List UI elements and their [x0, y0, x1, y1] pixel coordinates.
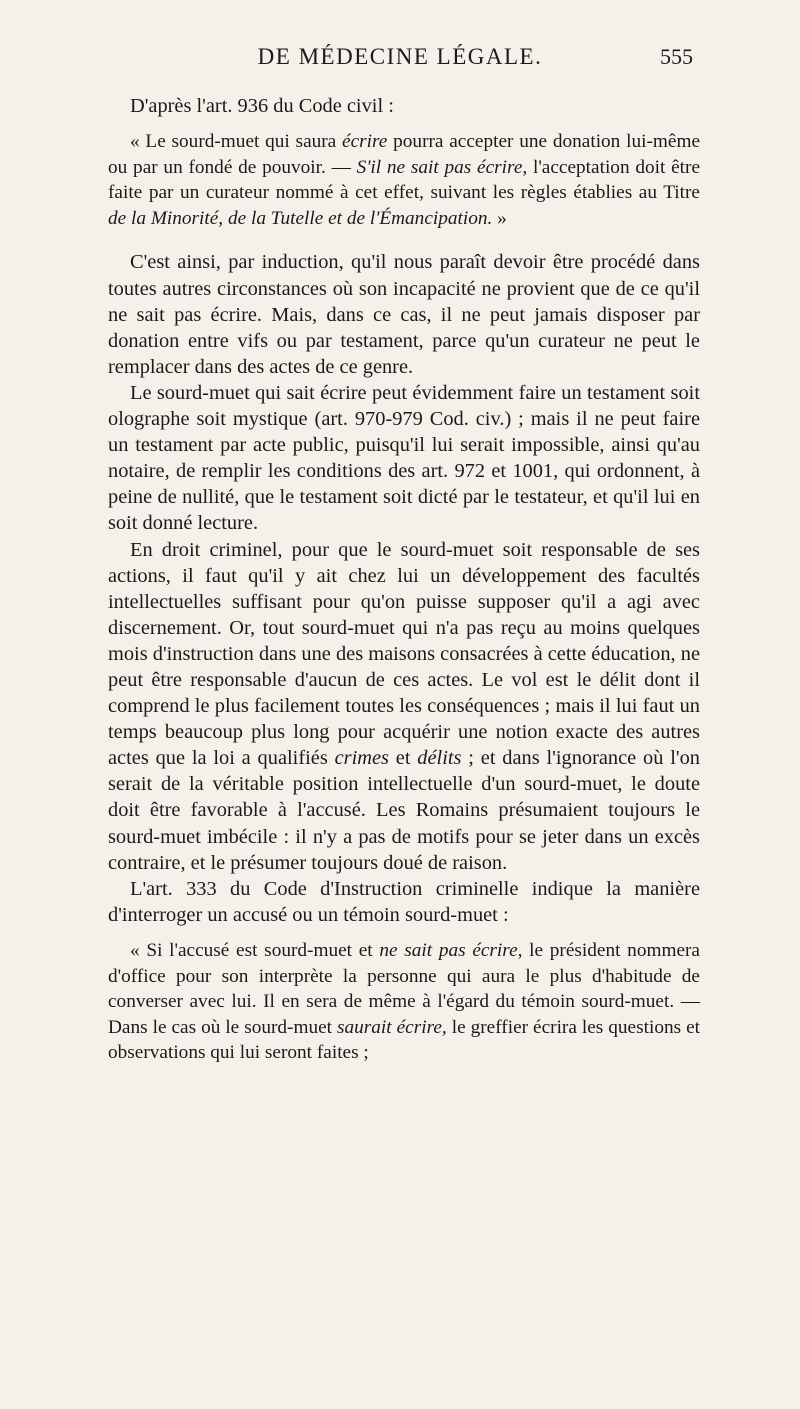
- paragraph-italic: crimes: [334, 747, 389, 770]
- paragraph-text: En droit criminel, pour que le sourd-muet soit responsable de ses actions, il faut qu'il y ait chez lui un développement des facultés intellectuelles suffisant pour qu'on puisse supposer qu'il a agi avec discernement. Or, tout sourd-muet qui n'a pas reçu au moins quelques mois d'instruction dans une des maisons consacrées à cette éducation, ne peut être responsable d'aucun de ces actes. Le vol est le délit dont il comprend le plus facilement toutes les conséquences ; mais il lui faut un temps beaucoup plus long pour acquérir une notion exacte des autres actes que la loi a qualifiés: [108, 538, 700, 770]
- quote-text: « Le sourd-muet qui saura: [130, 131, 343, 153]
- paragraph-article-333: L'art. 333 du Code d'Instruction criminelle indique la manière d'interroger un accusé ou un témoin sourd-muet :: [108, 877, 700, 926]
- body-text: [108, 93, 700, 1066]
- paragraph-text: et: [388, 747, 418, 770]
- paragraph-induction: C'est ainsi, par induction, qu'il nous paraît devoir être procédé dans toutes autres circonstances où son incapacité ne provient que de ce qu'il ne sait pas écrire. Mais, dans ce cas, il ne peut jamais disposer par donation entre vifs ou par testament, parce qu'un curateur ne peut le remplacer dans des actes de ce genre.: [108, 251, 700, 378]
- quote-text: l'acceptation doit être faite par un curateur nommé à cet effet, suivant les règles établies au Titre: [108, 156, 701, 204]
- page-header: [0, 44, 800, 78]
- paragraph-text: ; et dans l'ignorance où l'on serait de la véritable position intellectuelle d'un sourd-muet, le doute doit être favorable à l'accusé. Les Romains présumaient toujours le sourd-muet imbécile : il n'y a pas de motifs pour se jeter dans un excès contraire, et le présumer toujours doué de raison.: [108, 747, 700, 874]
- page-number: 555: [660, 44, 693, 69]
- quote-italic: écrire: [342, 131, 388, 153]
- quote-text: »: [492, 207, 507, 229]
- quote-text: , le président nommera d'office pour son interprète la personne qui aura le plus d'habitude de converser avec lui. Il en sera de même à l'égard du témoin sourd-muet. — Dans le cas où le sourd-muet: [108, 939, 700, 1038]
- quote-text: pourra accepter une donation lui-même ou par un fondé de pouvoir. —: [108, 131, 700, 178]
- quote-italic: de la Minorité, de la Tutelle et de l'Émancipation.: [108, 207, 493, 229]
- quote-criminal-code-333: [108, 938, 700, 1066]
- paragraph-testament: Le sourd-muet qui sait écrire peut évidemment faire un testament soit olographe soit mystique (art. 970-979 Cod. civ.) ; mais il ne peut faire un testament par acte public, puisqu'il lui serait impossible, ainsi qu'au notaire, de remplir les conditions des art. 972 et 1001, qui ordonnent, à peine de nullité, que le testament soit dicté par le testateur, et qu'il lui en soit donné lecture.: [108, 381, 700, 535]
- paragraph-italic: délits: [417, 747, 462, 770]
- running-title: DE MÉDECINE LÉGALE.: [257, 44, 543, 69]
- paragraph-criminal-law: [108, 537, 700, 876]
- quote-italic: ne sait pas écrire: [379, 939, 518, 961]
- quote-text: « Si l'accusé est sourd-muet et: [130, 939, 380, 961]
- quote-text: le greffier écrira les questions et observations qui lui seront faites ;: [108, 1016, 700, 1064]
- quote-civil-code-936: [108, 129, 700, 231]
- quote-italic: saurait écrire,: [337, 1016, 447, 1038]
- quote-italic: S'il ne sait pas écrire,: [356, 156, 528, 178]
- paragraph-intro: D'après l'art. 936 du Code civil :: [130, 95, 394, 117]
